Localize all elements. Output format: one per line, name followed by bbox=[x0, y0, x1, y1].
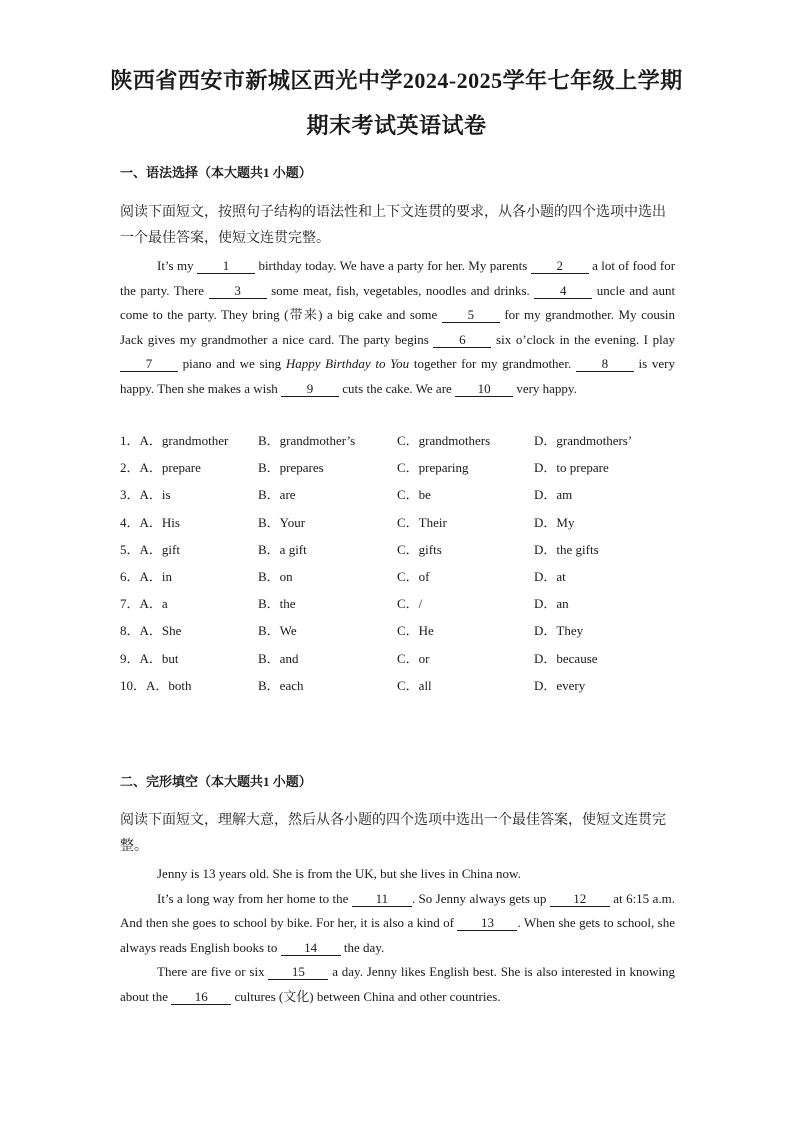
blank-1[interactable]: 1 bbox=[197, 258, 255, 274]
instructions-line: 整。 bbox=[120, 839, 148, 854]
song-title: Happy Birthday to You bbox=[285, 356, 410, 372]
option-b[interactable]: B．on bbox=[258, 568, 293, 584]
question-number: 2． bbox=[120, 460, 140, 476]
passage-text: knowing about the bbox=[120, 964, 676, 1004]
option-row bbox=[120, 484, 720, 511]
option-row bbox=[120, 593, 720, 620]
question-number: 10． bbox=[120, 677, 147, 693]
question-number: 3． bbox=[120, 487, 140, 503]
passage-text: very happy. bbox=[516, 380, 577, 396]
option-d[interactable]: D．am bbox=[534, 487, 573, 503]
question-number: 4． bbox=[120, 514, 140, 530]
option-c[interactable]: C．be bbox=[397, 487, 431, 503]
option-b[interactable]: B．prepares bbox=[258, 460, 324, 476]
section2-heading: 二、完形填空（本大题共1 小题） bbox=[120, 774, 312, 789]
passage-text: is very happy. Then she makes a wish bbox=[120, 356, 675, 396]
blank-15[interactable]: 15 bbox=[268, 964, 328, 980]
passage-text: o’clock in the evening. I play bbox=[515, 331, 676, 347]
option-c[interactable]: C．preparing bbox=[397, 460, 469, 476]
passage-text: 6:15 a.m. And then she goes to school by bike. For her, it is also a kind of bbox=[120, 890, 675, 931]
option-b[interactable]: B．grandmother’s bbox=[258, 433, 356, 448]
question-number: 9． bbox=[120, 650, 140, 666]
passage-text: for my bbox=[504, 307, 541, 323]
option-c[interactable]: C．or bbox=[397, 650, 430, 666]
option-b[interactable]: B．a gift bbox=[258, 541, 307, 557]
section1-instructions bbox=[120, 200, 675, 252]
option-b[interactable]: B．We bbox=[258, 623, 297, 639]
option-c[interactable]: C．of bbox=[397, 568, 430, 584]
passage-text: grandmother. My cousin Jack gives my grandmother a nice card. The party begins bbox=[120, 307, 676, 347]
option-a[interactable]: A．both bbox=[146, 677, 192, 693]
question-number: 1． bbox=[120, 433, 140, 448]
option-a[interactable]: A．prepare bbox=[139, 460, 201, 476]
blank-12[interactable]: 12 bbox=[550, 891, 610, 907]
section1-passage bbox=[120, 254, 675, 402]
option-row bbox=[120, 457, 720, 484]
question-number: 6． bbox=[120, 568, 140, 584]
option-a[interactable]: A．is bbox=[139, 487, 171, 503]
option-b[interactable]: B．are bbox=[258, 487, 296, 503]
passage-text: together for my bbox=[413, 356, 498, 372]
question-number: 7． bbox=[120, 596, 140, 612]
option-row bbox=[120, 539, 720, 566]
passage-text: cultures (文化) between China and other countries. bbox=[234, 988, 501, 1004]
blank-5[interactable]: 5 bbox=[442, 307, 500, 323]
option-d[interactable]: D．to prepare bbox=[534, 460, 609, 476]
section1-heading: 一、语法选择（本大题共1 小题） bbox=[120, 165, 312, 180]
exam-title-line1: 陕西省西安市新城区西光中学2024-2025学年七年级上学期 bbox=[110, 68, 683, 93]
blank-13[interactable]: 13 bbox=[457, 915, 517, 931]
option-a[interactable]: A．gift bbox=[139, 541, 180, 557]
passage-text: piano and we sing bbox=[182, 356, 282, 372]
option-b[interactable]: B．each bbox=[258, 677, 304, 693]
passage-text: a lot of bbox=[592, 258, 630, 273]
passage-text: There are five or six bbox=[157, 964, 265, 980]
section2-instructions bbox=[120, 808, 675, 860]
option-d[interactable]: D．because bbox=[534, 650, 598, 666]
option-a[interactable]: A．in bbox=[139, 568, 173, 584]
passage-text: food for the party. There bbox=[120, 258, 676, 298]
blank-3[interactable]: 3 bbox=[209, 283, 267, 299]
passage-text: . When she bbox=[517, 915, 576, 931]
instructions-line: 一个最佳答案，使短文连贯完整。 bbox=[120, 231, 330, 246]
passage-text: It’s my bbox=[157, 258, 194, 273]
option-d[interactable]: D．at bbox=[534, 568, 566, 584]
option-c[interactable]: C．grandmothers bbox=[397, 433, 491, 448]
passage-text: some meat, fish, vegetables, noodles and drinks. bbox=[271, 282, 530, 298]
passage-text: the day. bbox=[343, 939, 385, 955]
passage-text: birthday today. We have a party for her. My parents bbox=[258, 258, 528, 273]
passage-text: grandmother. bbox=[502, 356, 572, 372]
option-d[interactable]: D．every bbox=[534, 677, 586, 693]
option-c[interactable]: C．He bbox=[397, 623, 434, 639]
option-d[interactable]: D．the gifts bbox=[534, 541, 599, 557]
passage-text: six bbox=[496, 331, 512, 347]
blank-14[interactable]: 14 bbox=[281, 940, 341, 956]
blank-9[interactable]: 9 bbox=[281, 381, 339, 397]
question-number: 5． bbox=[120, 541, 140, 557]
option-b[interactable]: B．the bbox=[258, 596, 296, 612]
passage-text: It’s a long way from her home to the bbox=[157, 890, 349, 906]
section1-options bbox=[120, 430, 720, 702]
option-a[interactable]: A．grandmother bbox=[139, 433, 229, 448]
option-a[interactable]: A．His bbox=[139, 514, 180, 530]
blank-16[interactable]: 16 bbox=[171, 989, 231, 1005]
option-a[interactable]: A．a bbox=[139, 596, 168, 612]
option-row bbox=[120, 648, 720, 675]
option-b[interactable]: B．and bbox=[258, 650, 299, 666]
option-d[interactable]: D．They bbox=[534, 623, 584, 639]
option-row bbox=[120, 675, 720, 702]
section2-passage bbox=[120, 862, 675, 1010]
blank-7[interactable]: 7 bbox=[120, 356, 178, 372]
option-d[interactable]: D．an bbox=[534, 596, 569, 612]
passage-text: uncle and aunt come to the party. They bring (带来) a big cake and some bbox=[120, 282, 676, 323]
passage-paragraph: Jenny is 13 years old. She is from the UK, but she lives in China now. bbox=[157, 866, 521, 881]
option-c[interactable]: C．all bbox=[397, 677, 432, 693]
instructions-line: 阅读下面短文，理解大意，然后从各小题的四个选项中选出一个最佳答案，使短文连贯完 bbox=[120, 813, 666, 828]
passage-text: cuts the cake. We are bbox=[342, 380, 452, 396]
blank-2[interactable]: 2 bbox=[531, 258, 589, 274]
option-d[interactable]: D．grandmothers’ bbox=[534, 433, 633, 448]
blank-8[interactable]: 8 bbox=[576, 356, 634, 372]
option-row bbox=[120, 566, 720, 593]
passage-text: a day. Jenny likes English best. She is also interested in bbox=[332, 964, 626, 980]
passage-text: at bbox=[613, 890, 623, 906]
passage-text: gets to school, she always reads English books to bbox=[120, 915, 676, 955]
option-a[interactable]: A．She bbox=[139, 623, 182, 639]
option-row bbox=[120, 620, 720, 647]
exam-title-line2: 期末考试英语试卷 bbox=[306, 113, 487, 138]
option-row bbox=[120, 430, 720, 457]
blank-11[interactable]: 11 bbox=[352, 891, 412, 907]
blank-6[interactable]: 6 bbox=[433, 332, 491, 348]
option-c[interactable]: C．/ bbox=[397, 596, 423, 612]
option-d[interactable]: D．My bbox=[534, 514, 575, 530]
instructions-line: 阅读下面短文，按照句子结构的语法性和上下文连贯的要求，从各小题的四个选项中选出 bbox=[120, 205, 666, 220]
blank-10[interactable]: 10 bbox=[455, 381, 513, 397]
option-row bbox=[120, 512, 720, 539]
question-number: 8． bbox=[120, 623, 140, 639]
option-c[interactable]: C．Their bbox=[397, 514, 447, 530]
blank-4[interactable]: 4 bbox=[534, 283, 592, 299]
option-c[interactable]: C．gifts bbox=[397, 541, 442, 557]
option-b[interactable]: B．Your bbox=[258, 514, 306, 530]
option-a[interactable]: A．but bbox=[139, 650, 179, 666]
passage-text: . So Jenny always gets up bbox=[411, 890, 547, 906]
